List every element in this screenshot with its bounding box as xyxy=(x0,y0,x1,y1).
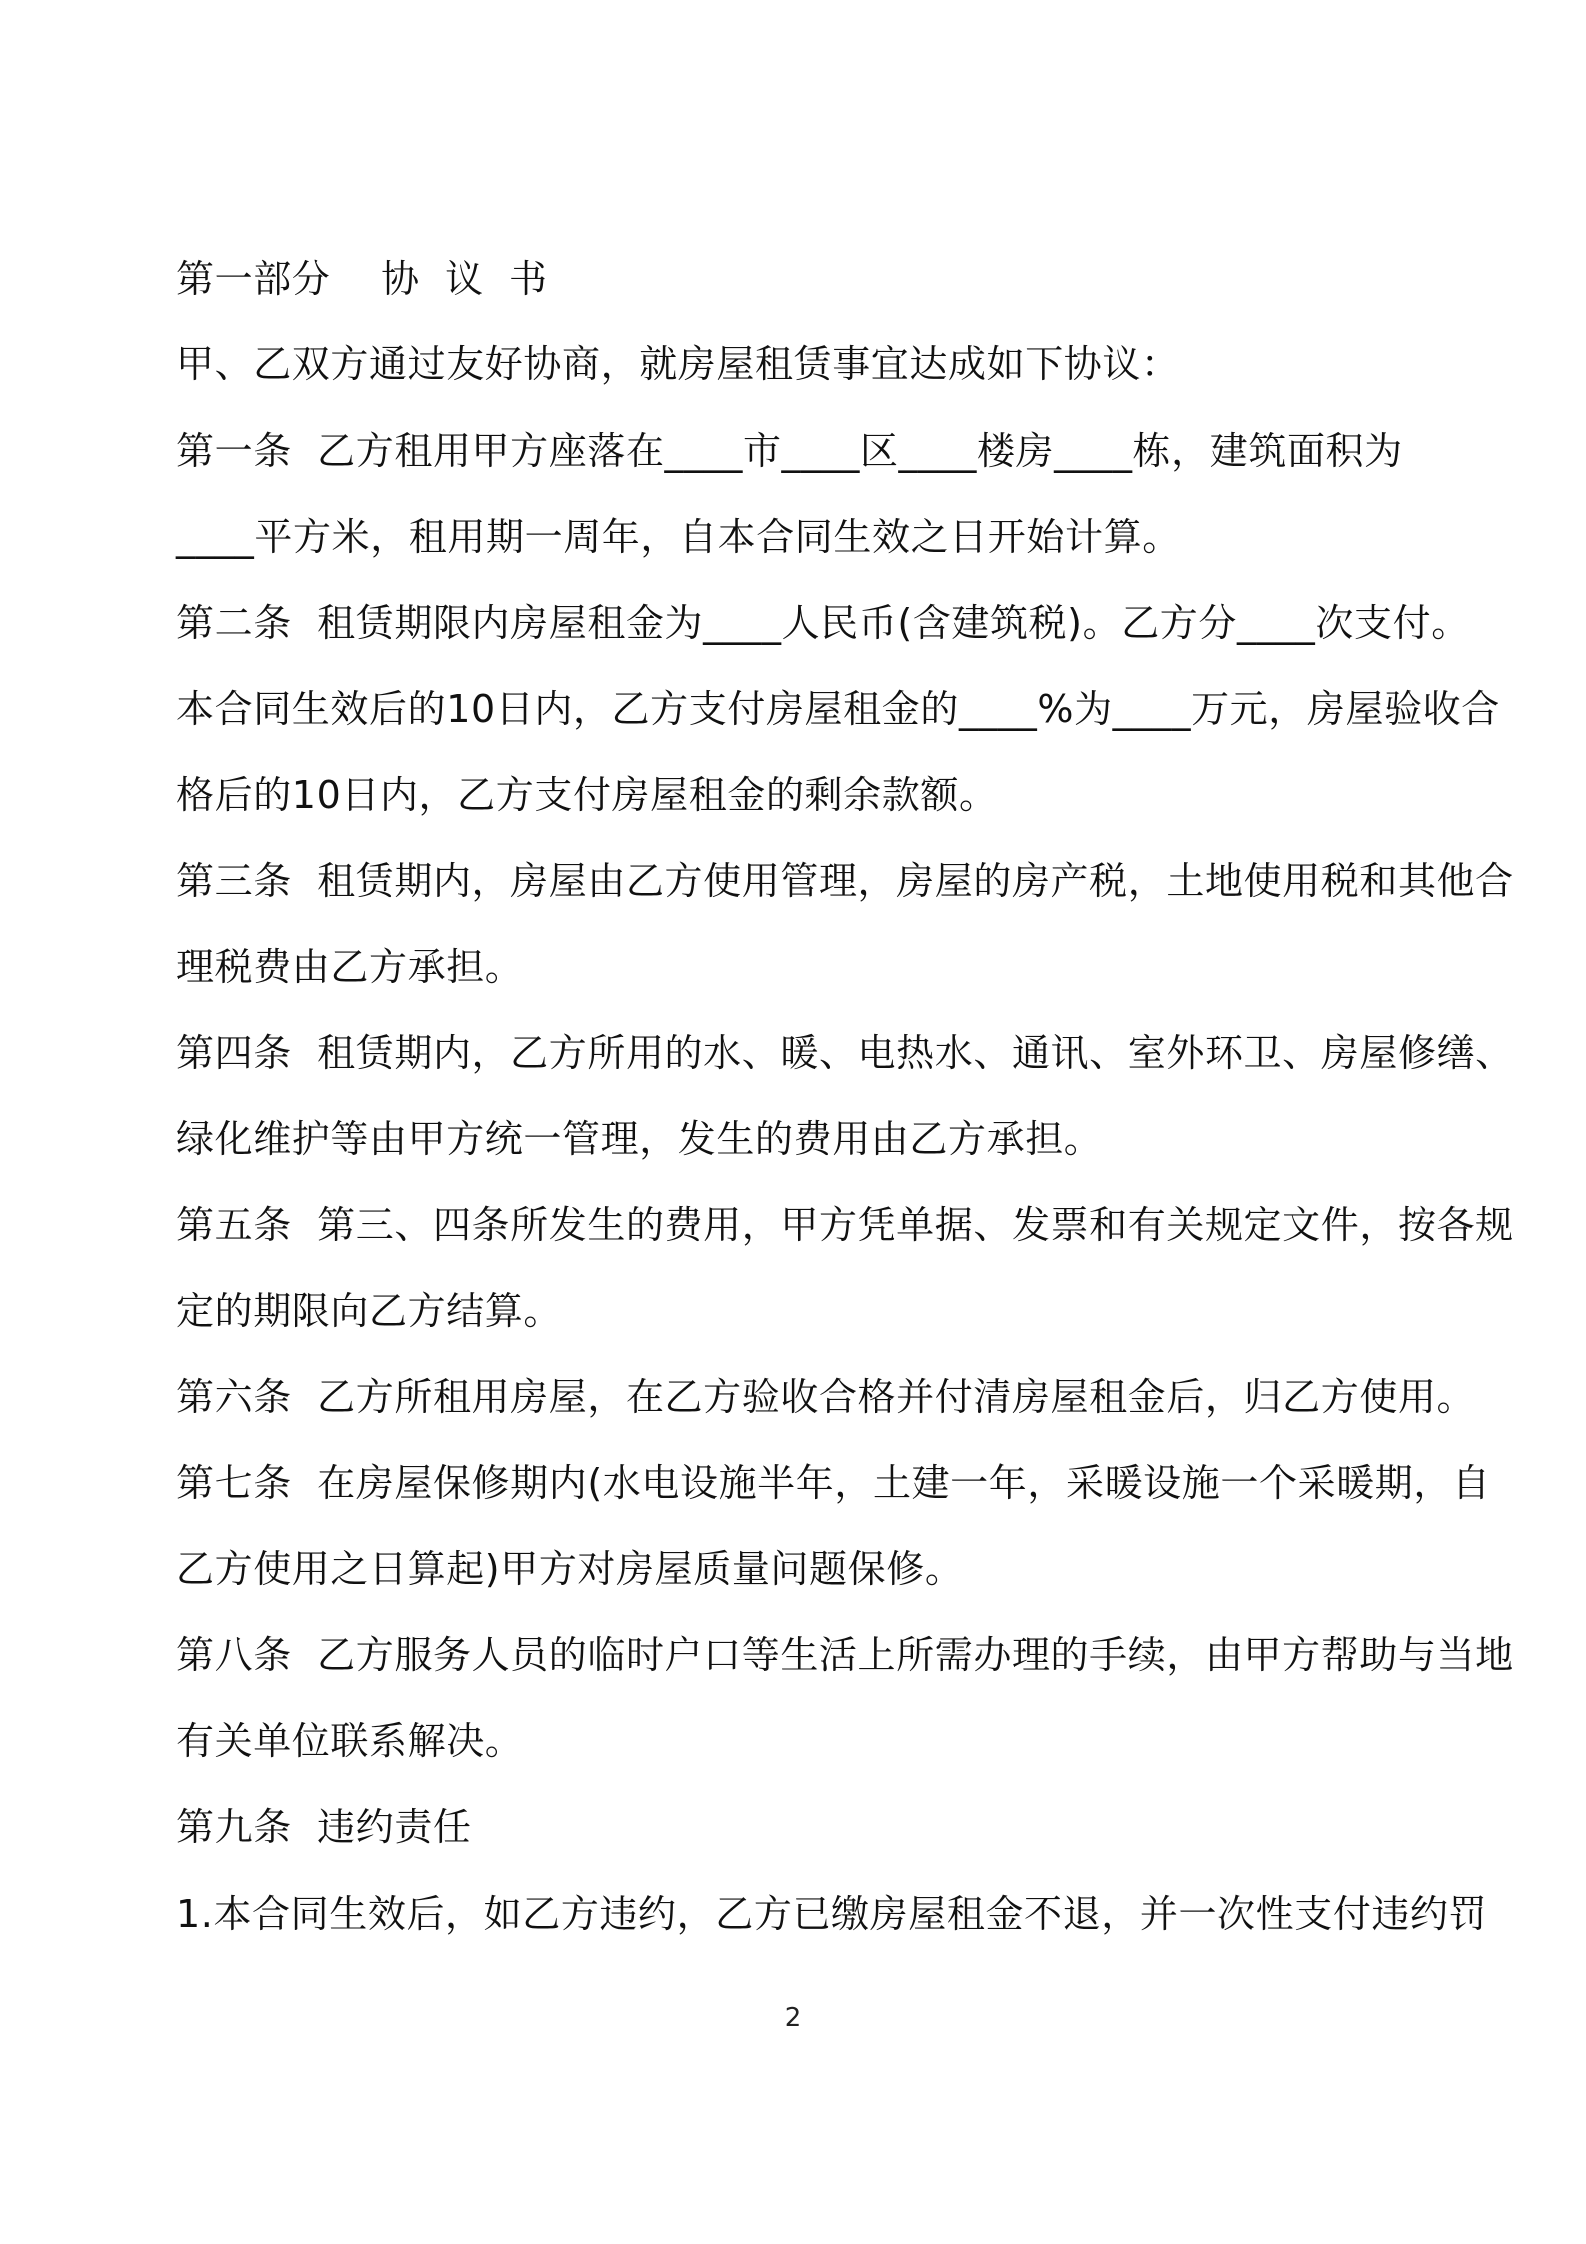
article-4-line-1: 第四条 租赁期内，乙方所用的水、暖、电热水、通讯、室外环卫、房屋修缮、 xyxy=(176,1031,1514,1075)
page-number: 2 xyxy=(784,2003,802,2033)
article-2-line-3: 格后的10日内，乙方支付房屋租金的剩余款额。 xyxy=(176,773,998,817)
section-heading: 第一部分 协 议 书 xyxy=(176,257,548,301)
article-5-line-2: 定的期限向乙方结算。 xyxy=(176,1289,563,1333)
article-7-line-2: 乙方使用之日算起)甲方对房屋质量问题保修。 xyxy=(176,1547,964,1591)
article-6-line-1: 第六条 乙方所租用房屋，在乙方验收合格并付清房屋租金后，归乙方使用。 xyxy=(176,1375,1476,1419)
article-5-line-1: 第五条 第三、四条所发生的费用，甲方凭单据、发票和有关规定文件，按各规 xyxy=(176,1203,1514,1247)
article-9-item-1-line-1: 1.本合同生效后，如乙方违约，乙方已缴房屋租金不退，并一次性支付违约罚 xyxy=(176,1892,1488,1936)
article-8-line-2: 有关单位联系解决。 xyxy=(176,1719,524,1763)
intro-paragraph: 甲、乙双方通过友好协商，就房屋租赁事宜达成如下协议： xyxy=(176,342,1180,386)
article-2-line-2: 本合同生效后的10日内，乙方支付房屋租金的____%为____万元，房屋验收合 xyxy=(176,687,1500,731)
article-4-line-2: 绿化维护等由甲方统一管理，发生的费用由乙方承担。 xyxy=(176,1117,1103,1161)
article-1-line-1: 第一条 乙方租用甲方座落在____市____区____楼房____栋，建筑面积为 xyxy=(176,429,1403,473)
article-2-line-1: 第二条 租赁期限内房屋租金为____人民币(含建筑税)。乙方分____次支付。 xyxy=(176,601,1470,645)
article-8-line-1: 第八条 乙方服务人员的临时户口等生活上所需办理的手续，由甲方帮助与当地 xyxy=(176,1633,1514,1677)
article-1-line-2: ____平方米，租用期一周年，自本合同生效之日开始计算。 xyxy=(176,515,1181,559)
article-3-line-2: 理税费由乙方承担。 xyxy=(176,945,524,989)
article-9-heading: 第九条 违约责任 xyxy=(176,1805,472,1849)
article-3-line-1: 第三条 租赁期内，房屋由乙方使用管理，房屋的房产税，土地使用税和其他合 xyxy=(176,859,1514,903)
article-7-line-1: 第七条 在房屋保修期内(水电设施半年，土建一年，采暖设施一个采暖期，自 xyxy=(176,1461,1491,1505)
